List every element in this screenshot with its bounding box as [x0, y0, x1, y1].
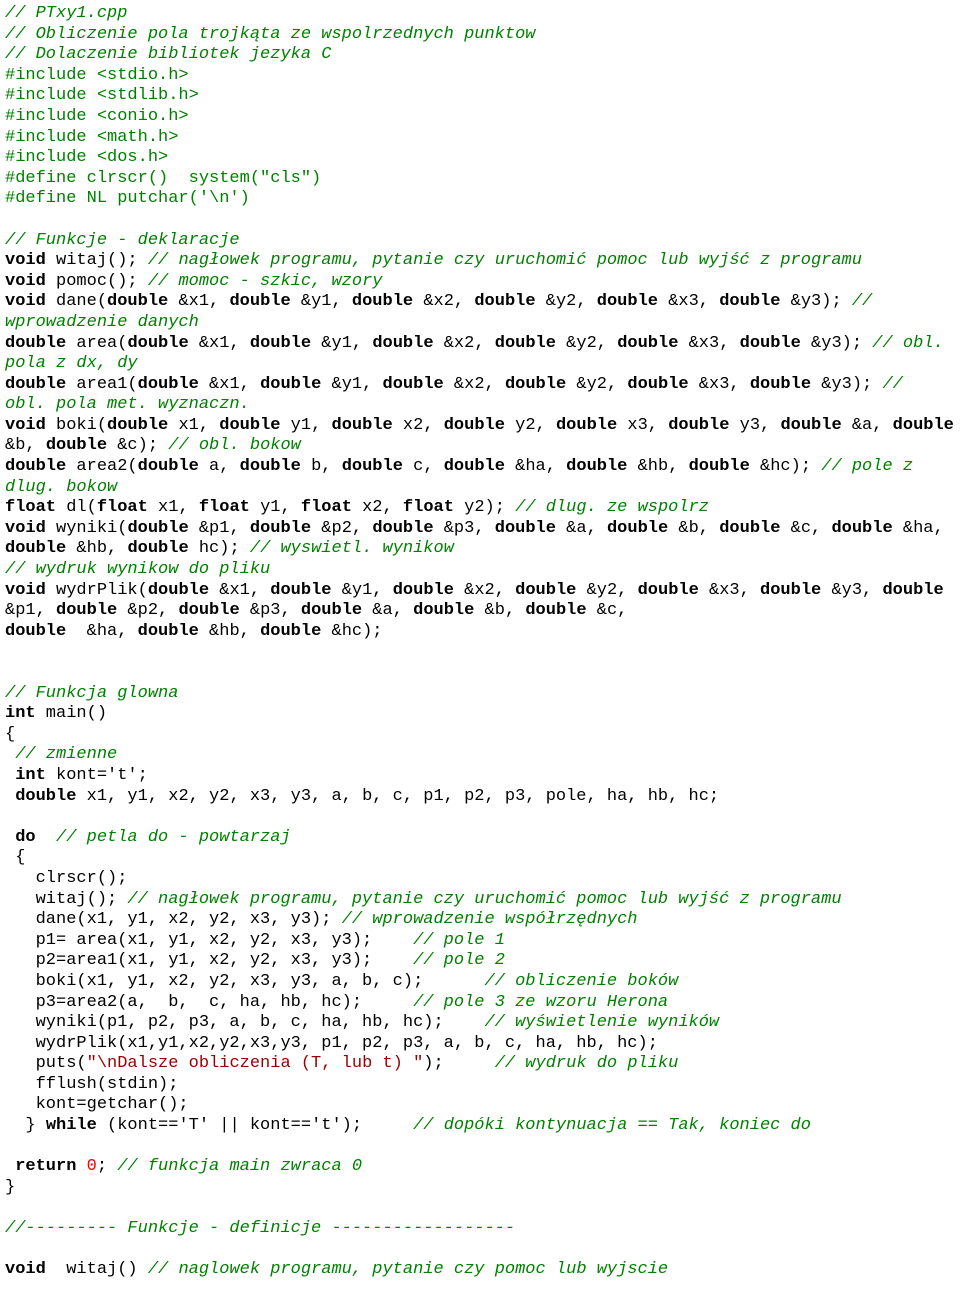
code-text: &y3); [800, 333, 873, 353]
code-line [5, 395, 960, 416]
code-text: clrscr(); [5, 868, 128, 888]
code-comment: // pole z [821, 457, 914, 477]
code-line [5, 581, 960, 602]
code-comment: // dlug. ze wspolrz [515, 498, 709, 518]
code-text: &x2, [453, 580, 516, 600]
code-text: &y1, [290, 292, 352, 312]
code-line [5, 910, 960, 931]
code-line [5, 478, 960, 499]
code-comment: // dopóki kontynuacja == Tak, koniec do [413, 1116, 811, 1136]
code-text: &c, [780, 518, 832, 538]
code-text: &p3, [239, 601, 301, 621]
code-line [5, 1260, 960, 1281]
code-line [5, 169, 960, 190]
code-line [5, 1013, 960, 1034]
code-text: { [5, 724, 16, 744]
code-keyword: double [413, 601, 475, 621]
preprocessor-directive: #define clrscr() system("cls") [5, 168, 322, 188]
code-keyword: double [749, 374, 812, 394]
code-comment: // Funkcje - deklaracje [5, 230, 240, 250]
code-text: pomoc(); [45, 271, 148, 291]
code-text: &c); [107, 436, 169, 456]
code-keyword: double [494, 518, 556, 538]
code-line [5, 1116, 960, 1137]
code-line [5, 251, 960, 272]
code-line [5, 189, 960, 210]
code-line [5, 107, 960, 128]
code-text: witaj(); [5, 889, 128, 909]
code-text: y3, [729, 415, 781, 435]
code-text: &y1, [331, 580, 393, 600]
code-text: &hc); [321, 621, 383, 641]
code-keyword: double [5, 539, 67, 559]
code-keyword: float [5, 498, 57, 518]
code-keyword: double [331, 415, 393, 435]
code-text: { [5, 848, 26, 868]
code-line [5, 622, 960, 643]
code-text: x3, [617, 415, 669, 435]
code-comment: // pole 1 [413, 930, 505, 950]
code-keyword: double [45, 436, 108, 456]
code-text: &x3, [678, 333, 740, 353]
code-text: p1= area(x1, y1, x2, y2, x3, y3); [5, 930, 414, 950]
code-keyword: double [5, 374, 67, 394]
code-text: y2); [453, 498, 516, 518]
code-number: 0 [86, 1157, 97, 1177]
code-line [5, 601, 960, 622]
code-comment: obl. pola met. wyznaczn. [5, 395, 250, 415]
code-comment: // obliczenie boków [484, 971, 679, 991]
code-line [5, 313, 960, 334]
code-text [5, 828, 15, 847]
code-text: &a, [555, 518, 607, 538]
code-text: ); [423, 1054, 495, 1074]
preprocessor-directive: #include <stdio.h> [5, 65, 189, 85]
code-text: c, [402, 457, 444, 477]
code-comment: // nagłowek programu, pytanie czy uruchomić pomoc lub wyjść z programu [147, 251, 862, 271]
code-text: wyniki(p1, p2, p3, a, b, c, ha, hb, hc); [5, 1013, 485, 1033]
code-line [5, 4, 960, 25]
code-text: area( [66, 333, 128, 353]
code-text: p3=area2(a, b, c, ha, hb, hc); [5, 992, 414, 1012]
code-comment: // PTxy1.cpp [5, 4, 128, 23]
code-keyword: double [719, 292, 781, 312]
code-line [5, 1178, 960, 1199]
code-keyword: double [137, 457, 199, 477]
code-text: main() [35, 704, 108, 724]
code-line [5, 1198, 960, 1219]
code-text: &y2, [566, 374, 628, 394]
code-keyword: void [5, 251, 46, 271]
code-keyword: double [127, 333, 189, 353]
code-text: &y2, [555, 333, 618, 353]
code-text: &y1, [311, 333, 373, 353]
code-comment: // Obliczenie pola trojkąta ze wspolrzednych punktow [5, 24, 536, 44]
code-text [5, 1157, 15, 1176]
code-line [5, 828, 960, 849]
code-line [5, 519, 960, 540]
code-line [5, 148, 960, 169]
code-line [5, 25, 960, 46]
code-text: &ha, [892, 518, 944, 538]
code-line [5, 1157, 960, 1178]
code-keyword: int [5, 704, 36, 724]
code-text: p2=area1(x1, y1, x2, y2, x3, y3); [5, 951, 414, 971]
code-line [5, 292, 960, 313]
code-line [5, 1054, 960, 1075]
preprocessor-directive: #include <stdlib.h> [5, 86, 199, 106]
code-comment: //--------- Funkcje - definicje ------------------ [5, 1219, 516, 1239]
code-line [5, 951, 960, 972]
code-text: fflush(stdin); [5, 1074, 179, 1094]
code-keyword: while [45, 1116, 97, 1136]
code-keyword: double [739, 333, 801, 353]
code-text: } [5, 1116, 46, 1136]
code-keyword: double [260, 374, 322, 394]
code-text [5, 787, 15, 806]
code-line [5, 128, 960, 149]
code-keyword: double [147, 580, 210, 600]
code-keyword: double [668, 415, 730, 435]
code-text: dane( [45, 292, 108, 312]
code-text: dane(x1, y1, x2, y2, x3, y3); [5, 910, 342, 930]
code-text: y1, [249, 498, 301, 518]
code-text: &y1, [321, 374, 383, 394]
preprocessor-directive: #include <math.h> [5, 127, 179, 147]
code-line [5, 663, 960, 684]
code-keyword: double [300, 601, 363, 621]
code-keyword: double [56, 601, 118, 621]
code-line [5, 787, 960, 808]
code-keyword: void [5, 518, 46, 538]
code-text: &x2, [413, 292, 475, 312]
code-text: wyniki( [45, 518, 128, 538]
code-keyword: double [178, 601, 240, 621]
code-comment: // [851, 292, 873, 312]
code-text: &c, [586, 601, 628, 621]
code-keyword: do [15, 827, 36, 847]
code-text: dl( [56, 498, 97, 518]
code-text: &b, [5, 436, 46, 456]
code-comment: // nagłowek programu, pytanie czy uruchomić pomoc lub wyjść z programu [127, 889, 842, 909]
code-line [5, 766, 960, 787]
code-line [5, 725, 960, 746]
preprocessor-directive: #define NL putchar('\n') [5, 189, 250, 209]
code-text: witaj() [45, 1260, 148, 1280]
code-keyword: double [249, 518, 312, 538]
code-keyword: void [5, 580, 46, 600]
code-text: &y2, [576, 580, 638, 600]
code-keyword: double [229, 292, 291, 312]
code-text [5, 745, 15, 764]
code-line [5, 498, 960, 519]
code-text: &y2, [535, 292, 597, 312]
code-keyword: double [566, 457, 628, 477]
code-keyword: return [15, 1157, 77, 1177]
code-line [5, 334, 960, 355]
code-keyword: double [127, 518, 189, 538]
code-text: &x3, [698, 580, 761, 600]
code-text: &y3); [811, 374, 883, 394]
code-text: &ha, [504, 457, 567, 477]
code-keyword: int [15, 765, 46, 785]
code-text: &x1, [209, 580, 271, 600]
code-line [5, 642, 960, 663]
code-text: kont=getchar(); [5, 1095, 189, 1115]
code-keyword: double [882, 580, 944, 600]
code-line [5, 1075, 960, 1096]
code-text: &hb, [627, 457, 689, 477]
code-comment: // obl. [872, 333, 944, 353]
code-line [5, 1095, 960, 1116]
code-comment: // funkcja main zwraca 0 [117, 1157, 363, 1177]
code-text: &x3, [688, 374, 750, 394]
code-comment: // wprowadzenie współrzędnych [341, 910, 638, 930]
code-text [5, 766, 15, 785]
code-text: x1, [147, 498, 199, 518]
code-text [36, 828, 56, 847]
code-line [5, 890, 960, 911]
code-line [5, 993, 960, 1014]
code-line [5, 1240, 960, 1261]
code-keyword: double [5, 333, 67, 353]
code-text: y1, [280, 415, 332, 435]
code-line [5, 375, 960, 396]
code-text: kont='t'; [45, 765, 148, 785]
code-keyword: double [688, 457, 750, 477]
code-text: x1, [168, 415, 220, 435]
code-text: x2, [392, 415, 444, 435]
code-text: y2, [504, 415, 556, 435]
code-keyword: double [341, 457, 403, 477]
code-comment: // petla do - powtarzaj [56, 827, 291, 847]
code-keyword: double [372, 518, 434, 538]
code-keyword: double [831, 518, 893, 538]
code-line [5, 972, 960, 993]
code-keyword: double [892, 415, 954, 435]
code-keyword: double [627, 374, 689, 394]
code-text: x2, [351, 498, 403, 518]
code-line [5, 539, 960, 560]
code-text: &x1, [188, 333, 250, 353]
code-keyword: double [219, 415, 281, 435]
code-line [5, 1137, 960, 1158]
code-text: area2( [66, 457, 138, 477]
code-comment: // [882, 374, 903, 394]
code-text: &hc); [749, 457, 822, 477]
code-keyword: double [107, 415, 169, 435]
code-text: &hb, [198, 621, 261, 641]
code-keyword: double [515, 580, 577, 600]
code-line [5, 807, 960, 828]
code-line [5, 745, 960, 766]
code-keyword: double [555, 415, 618, 435]
preprocessor-directive: #include <conio.h> [5, 106, 189, 126]
code-text: &p1, [5, 601, 57, 621]
code-line [5, 231, 960, 252]
code-keyword: double [5, 457, 67, 477]
code-text: boki(x1, y1, x2, y2, x3, y3, a, b, c); [5, 971, 485, 991]
code-text: &x1, [168, 292, 230, 312]
code-comment: // zmienne [15, 745, 118, 765]
code-line [5, 848, 960, 869]
code-text: &x2, [443, 374, 505, 394]
code-keyword: float [96, 498, 148, 518]
code-line [5, 354, 960, 375]
code-text: &x1, [198, 374, 261, 394]
code-keyword: double [525, 601, 587, 621]
code-keyword: double [137, 621, 199, 641]
code-line [5, 436, 960, 457]
code-text: hc); [188, 539, 250, 559]
code-keyword: float [300, 498, 352, 518]
code-line [5, 869, 960, 890]
code-keyword: double [606, 518, 669, 538]
code-keyword: double [637, 580, 699, 600]
code-comment: // Dolaczenie bibliotek jezyka C [5, 45, 332, 65]
code-text: &x2, [433, 333, 495, 353]
code-line [5, 272, 960, 293]
code-text: area1( [66, 374, 138, 394]
code-line [5, 45, 960, 66]
code-keyword: void [5, 292, 46, 312]
code-keyword: void [5, 1260, 46, 1280]
code-line [5, 1219, 960, 1240]
code-keyword: double [494, 333, 556, 353]
code-keyword: double [15, 786, 77, 806]
code-text: wydrPlik( [45, 580, 148, 600]
code-keyword: double [780, 415, 842, 435]
code-keyword: double [107, 292, 169, 312]
code-text: &y3); [780, 292, 852, 312]
code-comment: wprowadzenie danych [5, 312, 199, 332]
code-keyword: double [372, 333, 434, 353]
code-line [5, 210, 960, 231]
code-line [5, 66, 960, 87]
code-keyword: float [402, 498, 454, 518]
code-keyword: double [351, 292, 414, 312]
code-text: &p1, [188, 518, 250, 538]
code-comment: // pole 3 ze wzoru Herona [413, 992, 669, 1012]
code-line [5, 931, 960, 952]
code-text: &b, [474, 601, 526, 621]
code-text [76, 1157, 86, 1176]
code-line [5, 560, 960, 581]
code-keyword: float [198, 498, 250, 518]
code-keyword: double [719, 518, 781, 538]
code-string: "\nDalsze obliczenia (T, lub t) " [86, 1054, 424, 1074]
code-comment: // Funkcja glowna [5, 683, 179, 703]
code-line [5, 1034, 960, 1055]
code-text: &hb, [66, 539, 128, 559]
code-line [5, 704, 960, 725]
code-comment: // obl. bokow [168, 436, 301, 456]
code-comment: // pole 2 [413, 951, 505, 971]
code-text: &p2, [311, 518, 373, 538]
code-comment: // momoc - szkic, wzory [147, 271, 383, 291]
code-comment: pola z dx, dy [5, 354, 138, 374]
code-line [5, 684, 960, 705]
code-text: (kont=='T' || kont=='t'); [96, 1116, 414, 1136]
code-keyword: double [5, 621, 67, 641]
code-keyword: double [443, 415, 505, 435]
code-text: &x3, [658, 292, 720, 312]
code-text: b, [300, 457, 342, 477]
code-keyword: double [270, 580, 332, 600]
code-keyword: double [596, 292, 658, 312]
code-comment: // wyswietl. wynikow [249, 539, 454, 559]
code-keyword: double [260, 621, 322, 641]
code-comment: dlug. bokow [5, 477, 118, 497]
code-comment: // naglowek programu, pytanie czy pomoc lub wyjscie [147, 1260, 669, 1280]
code-keyword: double [443, 457, 505, 477]
code-text: &p3, [433, 518, 495, 538]
code-keyword: double [392, 580, 454, 600]
code-keyword: void [5, 271, 46, 291]
code-text: &p2, [117, 601, 179, 621]
code-comment: // wydruk wynikow do pliku [5, 560, 271, 580]
code-keyword: double [127, 539, 189, 559]
code-text: puts( [5, 1054, 87, 1074]
code-text: } [5, 1177, 16, 1197]
code-line [5, 86, 960, 107]
code-keyword: double [239, 457, 301, 477]
preprocessor-directive: #include <dos.h> [5, 148, 169, 168]
code-keyword: double [474, 292, 536, 312]
code-text: &b, [668, 518, 720, 538]
code-text: x1, y1, x2, y2, x3, y3, a, b, c, p1, p2, p3, pole, ha, hb, hc; [76, 786, 720, 806]
code-keyword: double [249, 333, 312, 353]
code-comment: // wydruk do pliku [494, 1054, 679, 1074]
code-text: &ha, [66, 621, 138, 641]
code-text: &a, [841, 415, 893, 435]
code-text: witaj(); [45, 251, 148, 271]
code-text: ; [96, 1157, 118, 1177]
code-keyword: double [382, 374, 444, 394]
code-keyword: void [5, 415, 46, 435]
code-comment: // wyświetlenie wyników [484, 1013, 720, 1033]
code-text: a, [198, 457, 240, 477]
code-keyword: double [504, 374, 567, 394]
code-line [5, 416, 960, 437]
code-keyword: double [617, 333, 679, 353]
code-line [5, 457, 960, 478]
code-text: boki( [45, 415, 108, 435]
code-text: &y3, [821, 580, 883, 600]
code-text: wydrPlik(x1,y1,x2,y2,x3,y3, p1, p2, p3, a, b, c, ha, hb, hc); [5, 1033, 658, 1053]
code-text: &a, [362, 601, 414, 621]
code-keyword: double [760, 580, 822, 600]
code-keyword: double [137, 374, 199, 394]
